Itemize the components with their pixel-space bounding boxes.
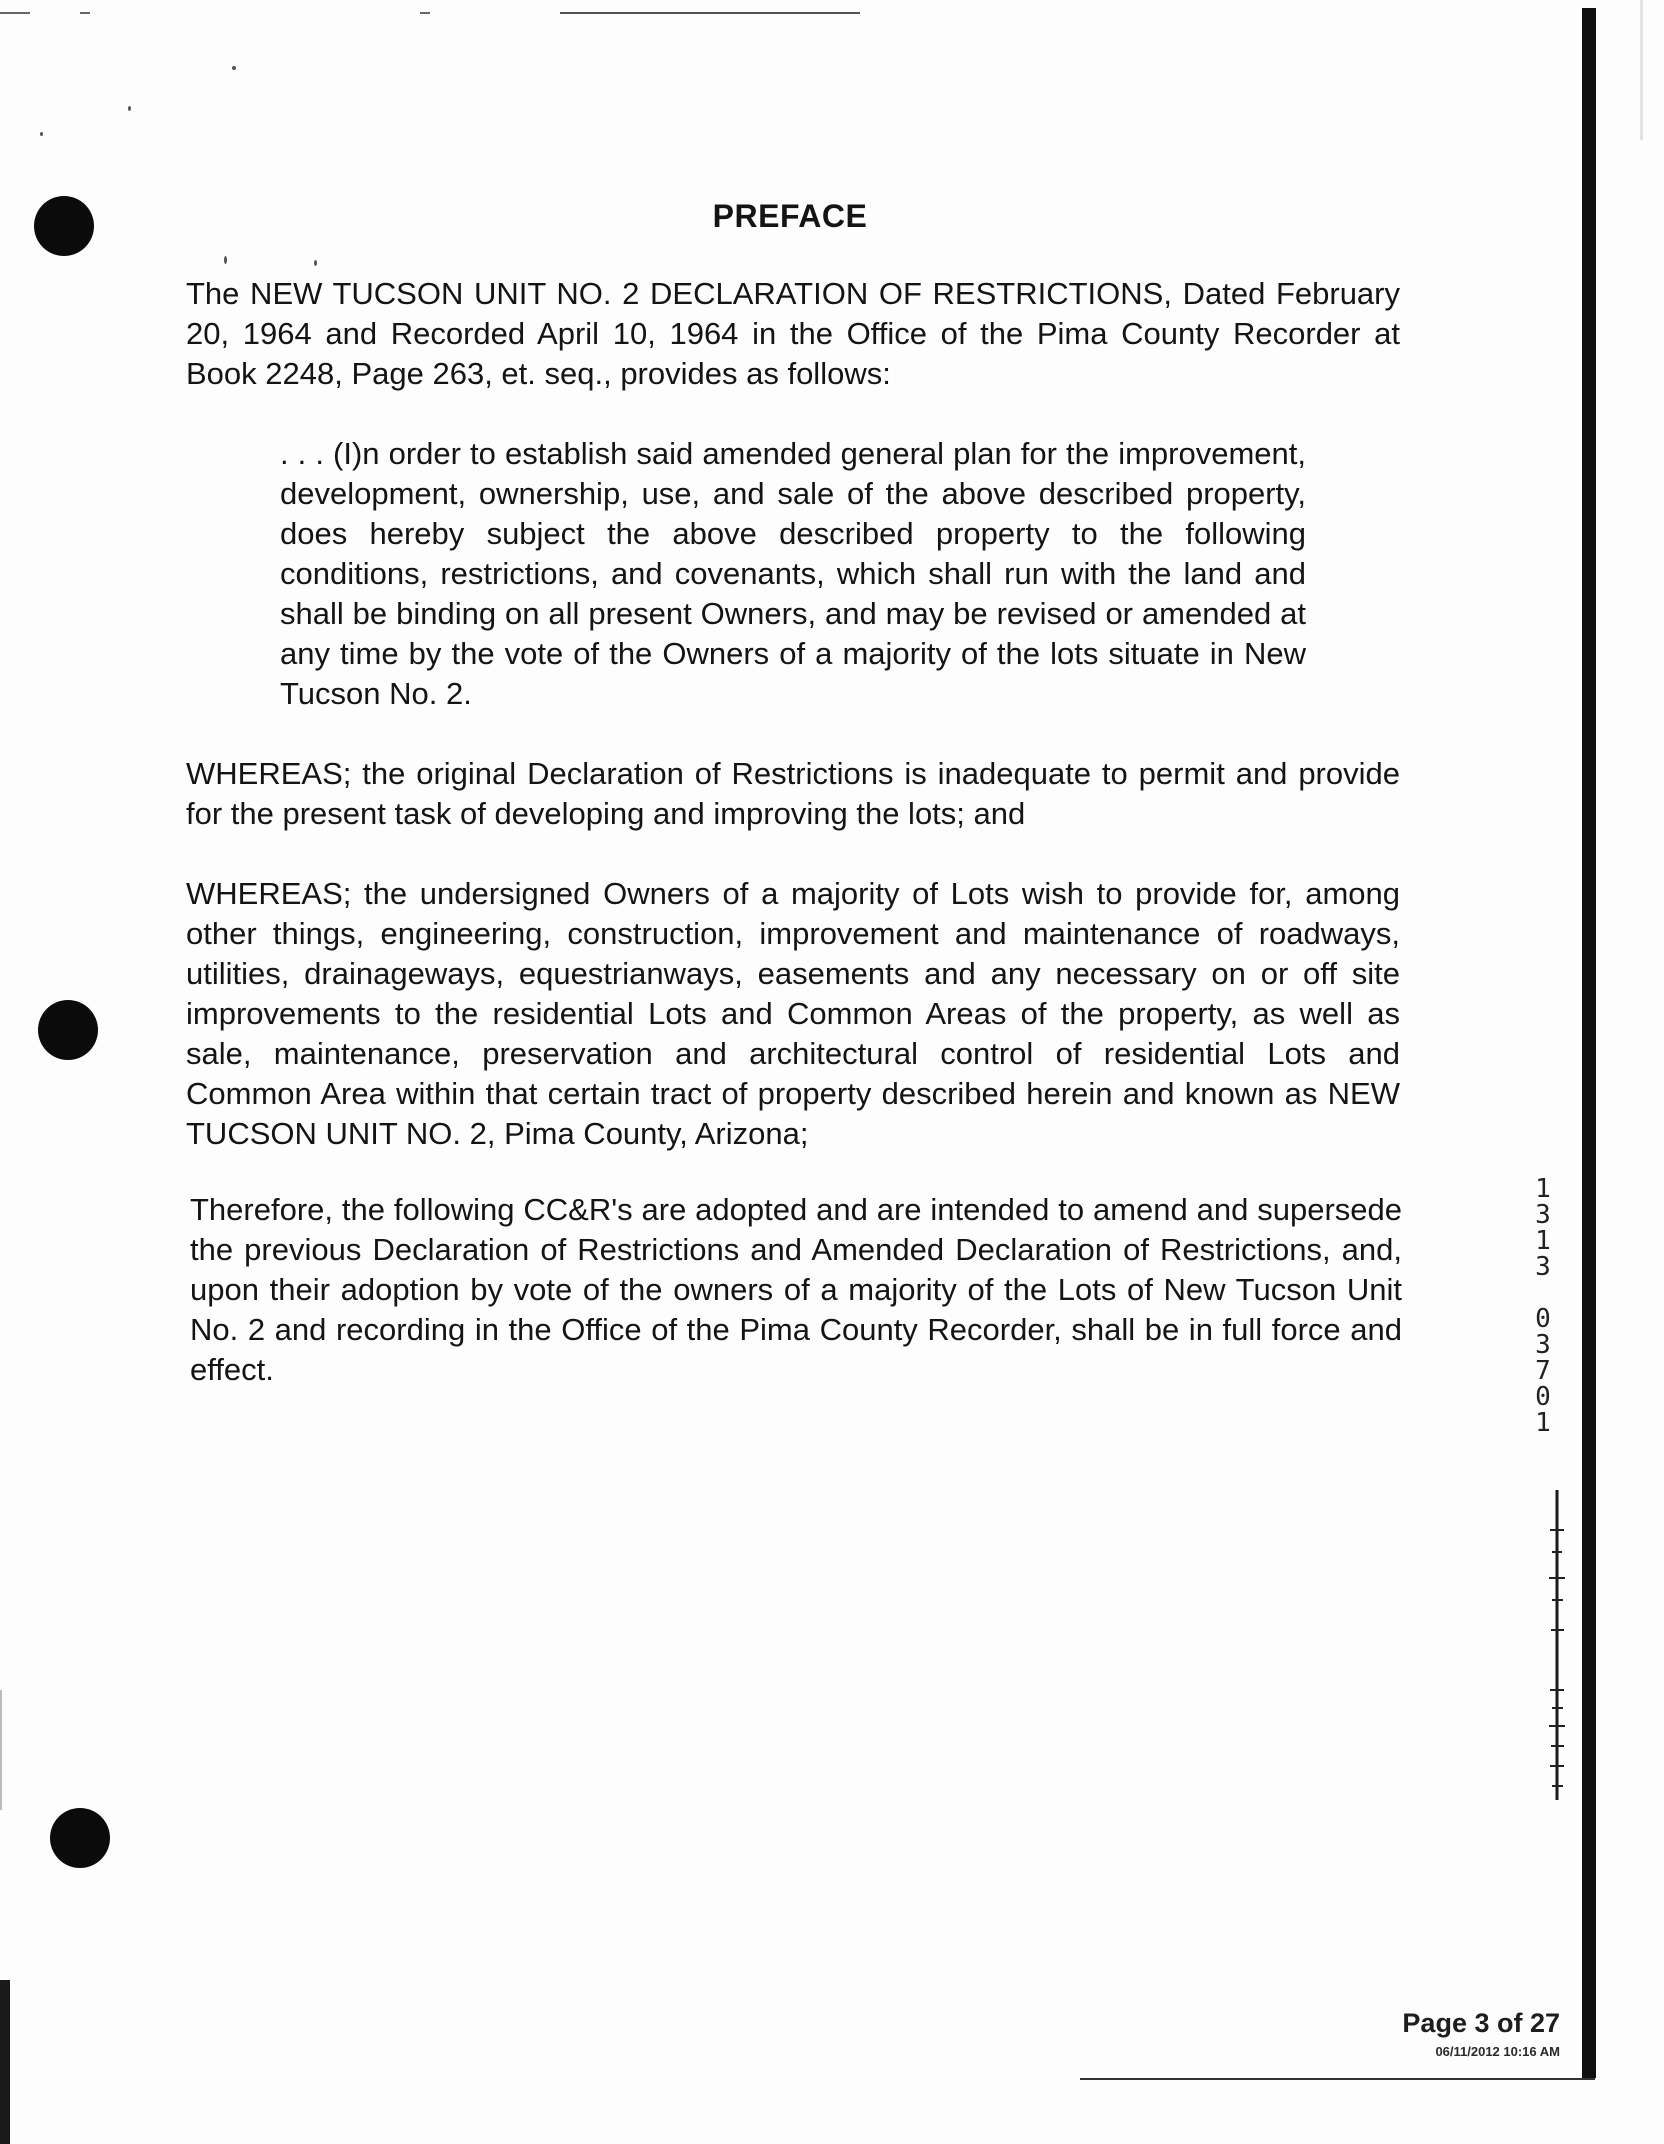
- recording-timestamp: 06/11/2012 10:16 AM: [1435, 2044, 1560, 2059]
- scan-right-edge-bar: [1582, 8, 1596, 2078]
- recording-digit: 0: [1535, 1304, 1551, 1334]
- whereas-paragraph-1: WHEREAS; the original Declaration of Restrictions is inadequate to permit and provide for the present task of developing and improving the lots; and: [186, 756, 1400, 831]
- therefore-paragraph: Therefore, the following CC&R's are adopted and are intended to amend and supersede the previous Declaration of Restrictions and Amended Declaration of Restrictions, and, upon their adoption by vote of the owners of a majority of the Lots of New Tucson Unit No. 2 and recording in the Office of the Pima County Recorder, shall be in full force and effect.: [190, 1192, 1402, 1387]
- recording-digit: 7: [1535, 1356, 1551, 1386]
- whereas-paragraph-2: WHEREAS; the undersigned Owners of a majority of Lots wish to provide for, among other things, engineering, construction, improvement and maintenance of roadways, utilities, drainageways, equestrianways, easements and any necessary on or off site improvements to the residential Lots and Common Areas of the property, as well as sale, maintenance, preservation and architectural control of residential Lots and Common Area within that certain tract of property described herein and known as NEW TUCSON UNIT NO. 2, Pima County, Arizona;: [186, 876, 1400, 1151]
- page-title: PREFACE: [712, 198, 868, 234]
- recording-digit: 1: [1535, 1408, 1551, 1438]
- scan-top-rule: [0, 12, 860, 14]
- recording-digit: 0: [1535, 1382, 1551, 1412]
- page-number: Page 3 of 27: [1402, 2008, 1560, 2038]
- quoted-paragraph: . . . (I)n order to establish said amended general plan for the improvement, development, ownership, use, and sale of the above described property, does hereby subject the above described property to the following conditions, restrictions, and covenants, which shall run with the land and shall be binding on all present Owners, and may be revised or amended at any time by the vote of the Owners of a majority of the lots situate in New Tucson No. 2.: [280, 436, 1306, 711]
- scan-speck: [232, 66, 236, 70]
- recording-digit: 3: [1535, 1330, 1551, 1360]
- recording-digit: 1: [1535, 1226, 1551, 1256]
- vertical-stamp-mark: [1546, 1490, 1568, 1800]
- punch-hole: [38, 1000, 98, 1060]
- intro-paragraph: The NEW TUCSON UNIT NO. 2 DECLARATION OF RESTRICTIONS, Dated February 20, 1964 and Recorded April 10, 1964 in the Office of the Pima County Recorder at Book 2248, Page 263, et. seq., provides as follows:: [186, 276, 1400, 391]
- scan-left-edge-bar: [0, 1980, 10, 2144]
- scan-speck: [40, 132, 43, 136]
- scan-speck: [314, 260, 317, 266]
- recording-digit: 1: [1535, 1174, 1551, 1204]
- footer-rule: [1080, 2078, 1595, 2080]
- scan-speck: [224, 256, 227, 264]
- recording-digit: 3: [1535, 1252, 1551, 1282]
- scan-speck: [128, 106, 131, 111]
- scan-right-faint-line: [1640, 0, 1643, 140]
- scan-left-thin-line: [0, 1690, 2, 1810]
- punch-hole: [50, 1808, 110, 1868]
- recording-gap: [1528, 1280, 1558, 1306]
- recording-number: [1528, 1176, 1558, 1436]
- recording-digit: 3: [1535, 1200, 1551, 1230]
